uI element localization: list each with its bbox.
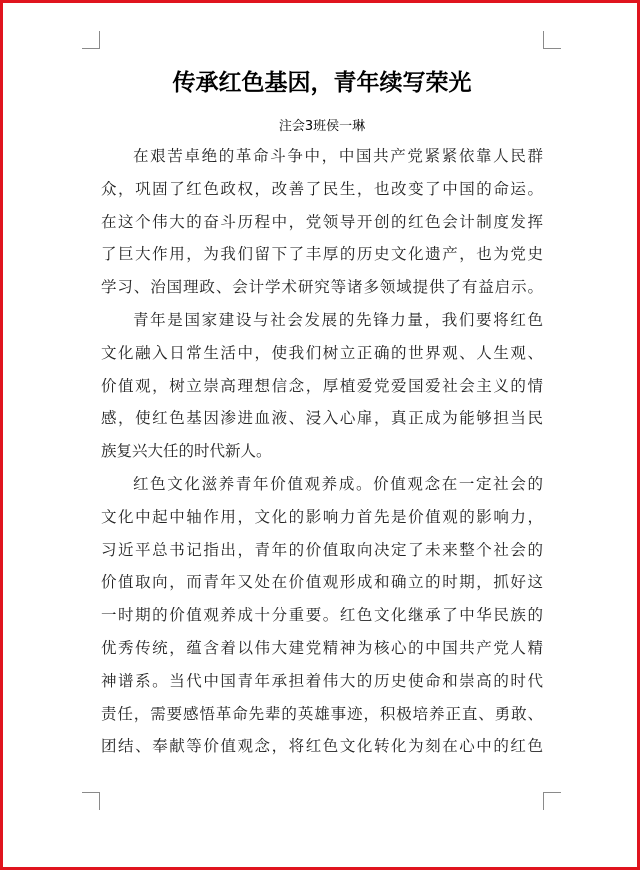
text-line: 在这个伟大的奋斗历程中，党领导开创的红色会计制度发挥 (101, 212, 543, 231)
margin-mark-top-right (543, 31, 561, 49)
text-line: 红色文化滋养青年价值观养成。价值观念在一定社会的 (133, 474, 543, 493)
text-line: 优秀传统，蕴含着以伟大建党精神为核心的中国共产党人精 (101, 638, 543, 657)
text-line: 在艰苦卓绝的革命斗争中，中国共产党紧紧依靠人民群 (133, 147, 543, 165)
text-line: 感，使红色基因渗进血液、浸入心扉，真正成为能够担当民 (101, 409, 543, 428)
text-line: 众，巩固了红色政权，改善了民生，也改变了中国的命运。 (101, 179, 543, 198)
margin-mark-top-left (82, 31, 100, 49)
text-line: 青年是国家建设与社会发展的先锋力量，我们要将红色 (133, 310, 543, 329)
text-line: 学习、治国理政、会计学术研究等诸多领域提供了有益启示。 (101, 278, 543, 297)
text-line: 责任，需要感悟革命先辈的英雄事迹，积极培养正直、勇敢、 (101, 704, 543, 723)
text-line: 族复兴大任的时代新人。 (101, 442, 272, 461)
margin-mark-bottom-right (543, 792, 561, 810)
document-author: 注会3班侯一琳 (278, 119, 366, 134)
text-line: 文化中起中轴作用，文化的影响力首先是价值观的影响力， (101, 507, 543, 526)
text-line: 价值取向，而青年又处在价值观形成和确立的时期，抓好这 (101, 573, 543, 592)
document-body (101, 140, 543, 763)
margin-mark-bottom-left (82, 792, 100, 810)
text-line: 团结、奉献等价值观念，将红色文化转化为刻在心中的红色 (101, 737, 543, 756)
text-line: 文化融入日常生活中，使我们树立正确的世界观、人生观、 (101, 343, 543, 362)
text-line: 神谱系。当代中国青年承担着伟大的历史使命和崇高的时代 (101, 671, 543, 690)
text-line: 习近平总书记指出，青年的价值取向决定了未来整个社会的 (101, 540, 543, 559)
text-line: 价值观，树立崇高理想信念，厚植爱党爱国爱社会主义的情 (101, 376, 543, 395)
document-title: 传承红色基因，青年续写荣光 (172, 69, 472, 96)
text-line: 了巨大作用，为我们留下了丰厚的历史文化遗产，也为党史 (101, 245, 543, 264)
text-line: 一时期的价值观养成十分重要。红色文化继承了中华民族的 (101, 606, 543, 625)
